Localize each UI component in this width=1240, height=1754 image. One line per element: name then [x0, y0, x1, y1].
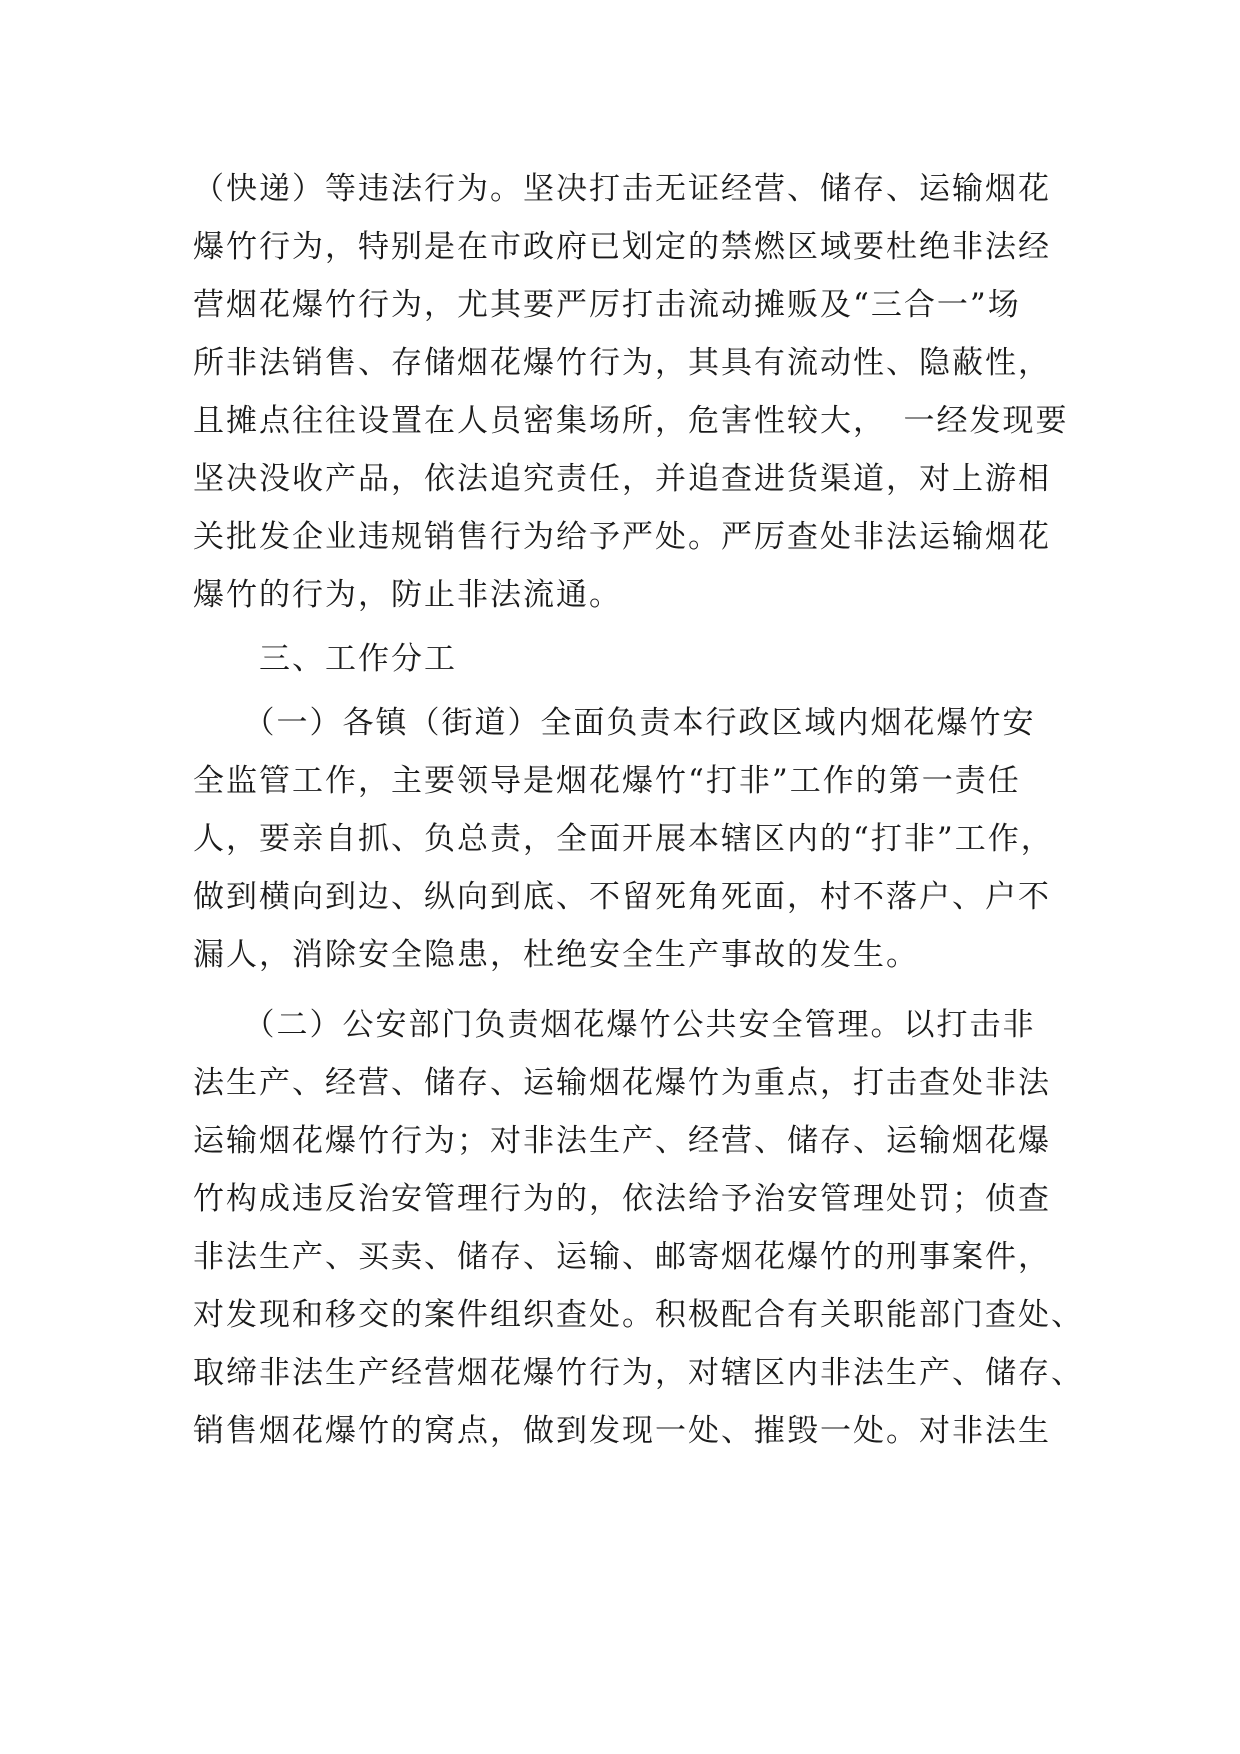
- text-line: 非法生产、买卖、储存、运输、邮寄烟花爆竹的刑事案件，: [193, 1239, 1051, 1275]
- text-line: 爆竹行为，特别是在市政府已划定的禁燃区域要杜绝非法经: [193, 229, 1051, 265]
- text-line: 营烟花爆竹行为，尤其要严厉打击流动摊贩及“三合一”场: [193, 287, 1021, 323]
- document-body: [193, 160, 1084, 1460]
- text-line: 爆竹的行为，防止非法流通。: [193, 577, 622, 613]
- paragraph-start: （一）各镇（街道）全面负责本行政区域内烟花爆竹安: [193, 705, 1036, 741]
- text-line: 所非法销售、存储烟花爆竹行为，其具有流动性、隐蔽性，: [193, 345, 1051, 381]
- section-heading: 三、工作分工: [193, 641, 457, 677]
- text-line: 运输烟花爆竹行为；对非法生产、经营、储存、运输烟花爆: [193, 1123, 1051, 1159]
- text-line: 且摊点往往设置在人员密集场所，危害性较大， 一经发现要: [193, 403, 1069, 439]
- text-line: 竹构成违反治安管理行为的，依法给予治安管理处罚；侦查: [193, 1181, 1051, 1217]
- paragraph-start: （二）公安部门负责烟花爆竹公共安全管理。以打击非: [193, 1007, 1036, 1043]
- text-line: 坚决没收产品，依法追究责任，并追查进货渠道，对上游相: [193, 461, 1051, 497]
- text-line: 做到横向到边、纵向到底、不留死角死面，村不落户、户不: [193, 879, 1051, 915]
- text-line: 法生产、经营、储存、运输烟花爆竹为重点，打击查处非法: [193, 1065, 1051, 1101]
- text-line: 取缔非法生产经营烟花爆竹行为，对辖区内非法生产、储存、: [193, 1355, 1084, 1391]
- text-line: 全监管工作，主要领导是烟花爆竹“打非”工作的第一责任: [193, 763, 1021, 799]
- text-line: 漏人，消除安全隐患，杜绝安全生产事故的发生。: [193, 937, 919, 973]
- text-line: 对发现和移交的案件组织查处。积极配合有关职能部门查处、: [193, 1297, 1084, 1333]
- text-line: 关批发企业违规销售行为给予严处。严厉查处非法运输烟花: [193, 519, 1051, 555]
- text-line: （快递）等违法行为。坚决打击无证经营、储存、运输烟花: [193, 171, 1051, 207]
- text-line: 人，要亲自抓、负总责，全面开展本辖区内的“打非”工作，: [193, 821, 1054, 857]
- text-line: 销售烟花爆竹的窝点，做到发现一处、摧毁一处。对非法生: [193, 1413, 1051, 1449]
